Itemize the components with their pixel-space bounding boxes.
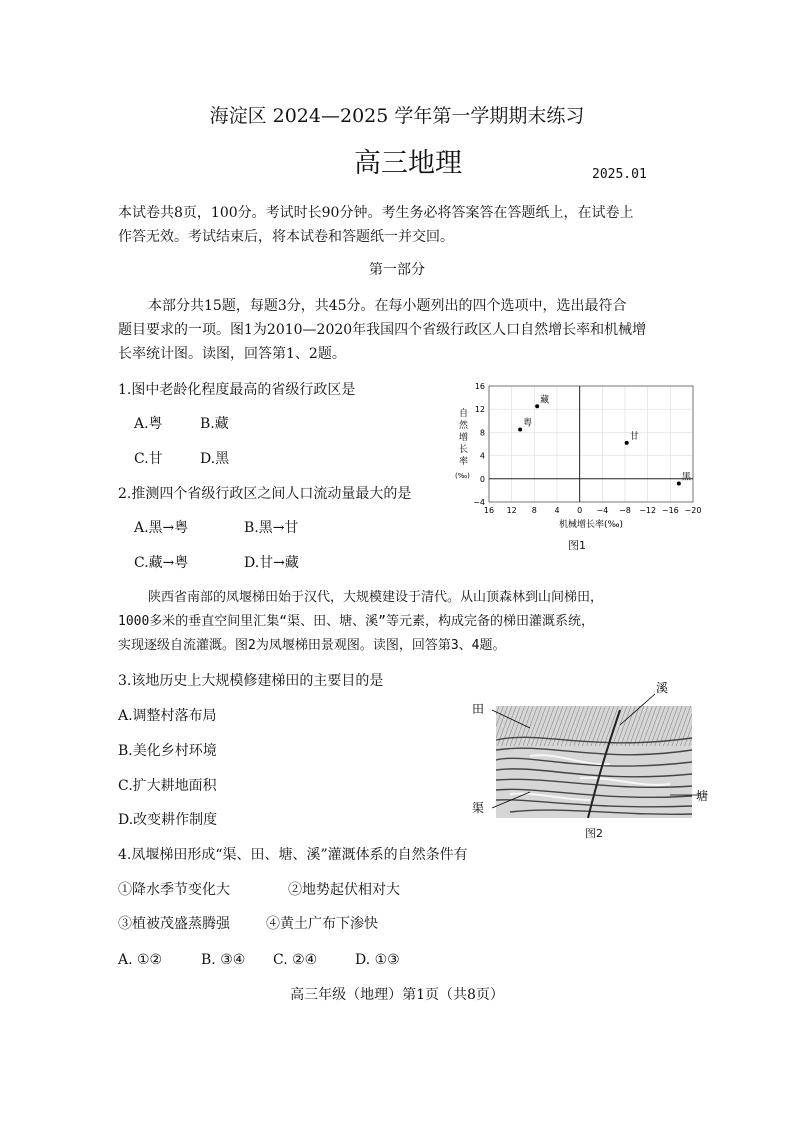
q4-statement-3: ③植被茂盛蒸腾强	[118, 916, 230, 932]
section-intro-line-1: 本部分共15题，每题3分，共45分。在每小题列出的四个选项中，选出最符合	[148, 298, 627, 314]
question-3-stem: 3.该地历史上大规模修建梯田的主要目的是	[118, 673, 384, 689]
q34-intro-line-2: 1000多米的垂直空间里汇集“渠、田、塘、溪”等元素，构成完备的梯田灌溉系统，	[118, 614, 594, 629]
q1-option-a: A.粤	[134, 416, 163, 432]
y-tick-label: 4	[479, 451, 485, 461]
data-point-粤	[518, 428, 522, 432]
figure-1-caption: 图1	[568, 539, 586, 552]
section-intro-line-3: 长率统计图。读图，回答第1、2题。	[118, 346, 346, 362]
question-2-stem: 2.推测四个省级行政区之间人口流动量最大的是	[118, 486, 412, 502]
x-tick-label: −20	[684, 506, 702, 515]
q4-option-b: B. ③④	[201, 952, 246, 968]
x-tick-label: 16	[483, 506, 495, 515]
label-tian: 田	[472, 702, 485, 716]
q4-option-d: D. ①③	[355, 952, 400, 968]
y-tick-label: 16	[474, 382, 485, 391]
plot-frame	[489, 386, 693, 502]
subject-title: 高三地理	[354, 148, 462, 179]
q4-option-a: A. ①②	[118, 952, 163, 968]
q3-option-b: B.美化乡村环境	[118, 743, 217, 759]
y-axis-label-char: 长	[459, 445, 469, 455]
data-point-甘	[625, 441, 629, 445]
exam-title: 海淀区 2024—2025 学年第一学期期末练习	[209, 105, 585, 127]
data-point-label: 藏	[540, 395, 550, 406]
q4-statement-4: ④黄土广布下渗快	[266, 916, 378, 932]
section-title: 第一部分	[369, 262, 425, 278]
q4-statement-1: ①降水季节变化大	[118, 882, 230, 898]
y-axis-label-char: 自	[459, 409, 469, 419]
question-1-stem: 1.图中老龄化程度最高的省级行政区是	[118, 382, 356, 398]
q1-option-d: D.黑	[200, 451, 230, 467]
x-tick-label: 4	[554, 506, 560, 515]
q4-statement-2: ②地势起伏相对大	[288, 882, 400, 898]
exam-date: 2025.01	[592, 167, 647, 182]
label-qu: 渠	[472, 801, 485, 815]
q34-intro-line-3: 实现逐级自流灌溉。图2为凤堰梯田景观图。读图，回答第3、4题。	[118, 638, 506, 653]
q1-option-b: B.藏	[200, 416, 229, 432]
y-axis-unit: (‰)	[455, 472, 470, 480]
q4-option-c: C. ②④	[273, 952, 318, 968]
q3-option-a: A.调整村落布局	[118, 708, 217, 724]
instructions-line-1: 本试卷共8页，100分。考试时长90分钟。考生务必将答案答在答题纸上，在试卷上	[118, 205, 634, 221]
y-tick-label: 8	[479, 428, 485, 438]
label-tang: 塘	[696, 789, 709, 803]
x-tick-label: 0	[577, 506, 583, 515]
page-footer: 高三年级（地理）第1页（共8页）	[290, 987, 504, 1003]
y-axis-label-char: 增	[459, 433, 469, 443]
x-tick-label: −8	[619, 506, 631, 515]
y-axis-label-char: 率	[459, 457, 469, 467]
q3-option-d: D.改变耕作制度	[118, 812, 218, 828]
x-tick-label: −4	[596, 506, 609, 515]
y-tick-label: 0	[479, 474, 485, 484]
data-point-label: 黑	[681, 472, 691, 483]
q2-option-b: B.黑→甘	[244, 520, 299, 536]
q2-option-d: D.甘→藏	[244, 555, 299, 571]
x-tick-label: −12	[639, 506, 657, 515]
data-point-黑	[677, 481, 681, 485]
q2-option-c: C.藏→粤	[134, 555, 189, 571]
figure-1-scatter-chart	[455, 372, 705, 532]
chart-grid	[489, 386, 693, 502]
y-axis-label-char: 然	[459, 421, 469, 431]
data-point-label: 甘	[629, 431, 639, 442]
y-tick-label: −4	[473, 498, 485, 507]
instructions-line-2: 作答无效。考试结束后，将本试卷和答题纸一并交回。	[118, 229, 454, 245]
chart-tick-labels	[473, 382, 701, 515]
y-axis-label	[455, 407, 470, 480]
chart-points	[518, 393, 692, 485]
figure-2-terrace-landscape	[470, 680, 710, 825]
section-intro-line-2: 题目要求的一项。图1为2010—2020年我国四个省级行政区人口自然增长率和机械增	[118, 322, 647, 338]
data-point-label: 粤	[523, 418, 533, 429]
x-tick-label: 12	[506, 506, 517, 515]
data-point-藏	[535, 404, 539, 408]
q34-intro-line-1: 陕西省南部的凤堰梯田始于汉代，大规模建设于清代。从山顶森林到山间梯田，	[148, 590, 604, 605]
x-tick-label: 8	[531, 506, 537, 515]
x-axis-label: 机械增长率(‰)	[558, 520, 624, 530]
chart-axes	[489, 386, 693, 502]
question-4-stem: 4.凤堰梯田形成“渠、田、塘、溪”灌溉体系的自然条件有	[118, 847, 468, 863]
q3-option-c: C.扩大耕地面积	[118, 778, 217, 794]
q2-option-a: A.黑→粤	[134, 520, 189, 536]
q1-option-c: C.甘	[134, 451, 163, 467]
label-xi: 溪	[656, 681, 669, 695]
x-tick-label: −16	[661, 506, 679, 515]
y-tick-label: 12	[474, 405, 485, 415]
figure-2-caption: 图2	[585, 827, 603, 840]
